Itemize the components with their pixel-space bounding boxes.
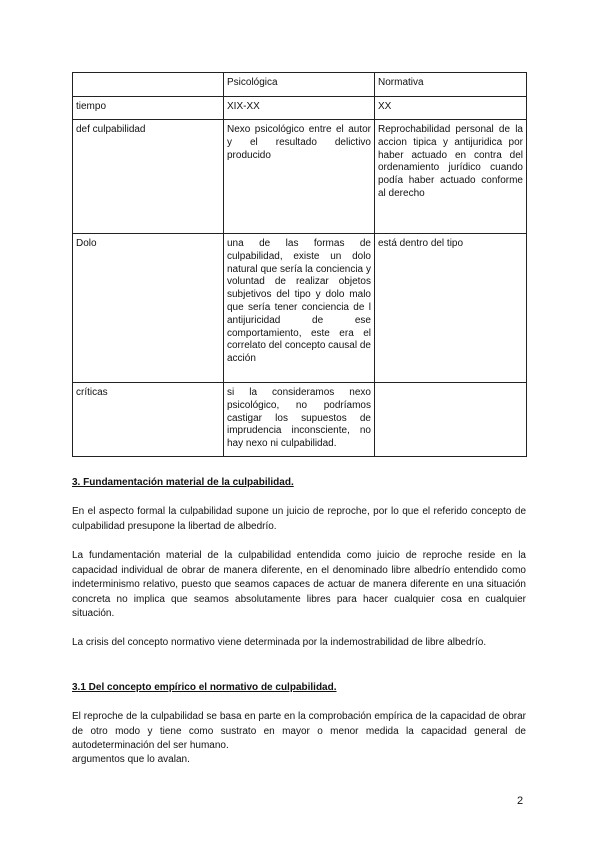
header-cell-psicologica: Psicológica — [224, 73, 375, 97]
comparison-table — [72, 72, 527, 457]
section-3-1-paragraph-1: El reproche de la culpabilidad se basa en parte en la comprobación empírica de la capacidad de obrar de otro modo y tiene como sustrato en mayor o menor medida la capacidad general de autodeterminación del ser humano. — [72, 711, 526, 751]
psicologica-cell: XIX-XX — [224, 97, 375, 120]
row-label: def culpabilidad — [73, 120, 224, 234]
psicologica-cell: una de las formas de culpabilidad, existe un dolo natural que sería la conciencia y voluntad de realizar objetos subjetivos del tipo y dolo malo que sería tener conciencia de l antijuricidad de ese comportamiento, este era el correlato del concepto causal de acción — [224, 234, 375, 383]
normativa-cell: XX — [375, 97, 527, 120]
row-label: críticas — [73, 383, 224, 457]
section-3-paragraph-3: La crisis del concepto normativo viene determinada por la indemostrabilidad de libre albedrío. — [72, 637, 487, 648]
normativa-cell — [375, 383, 527, 457]
table-row — [73, 120, 527, 234]
table-row — [73, 234, 527, 383]
row-label: tiempo — [73, 97, 224, 120]
table-row — [73, 97, 527, 120]
header-cell-empty — [73, 73, 224, 97]
row-label: Dolo — [73, 234, 224, 383]
header-cell-normativa: Normativa — [375, 73, 527, 97]
psicologica-cell: si la consideramos nexo psicológico, no podríamos castigar los supuestos de imprudencia inconsciente, no hay nexo ni culpabilidad. — [224, 383, 375, 457]
table-header-row — [73, 73, 527, 97]
page-number: 2 — [517, 795, 524, 807]
section-3-paragraph-2: La fundamentación material de la culpabilidad entendida como juicio de reproche reside en la capacidad individual de obrar de manera diferente, en el denominado libre albedrío entendido como indeterminismo relativo, puesto que seamos capaces de actuar de manera diferente en una situación concreta no implica que seamos absolutamente libres para hacer cualquier cosa en cualquier situación. — [72, 550, 526, 619]
section-3-heading: 3. Fundamentación material de la culpabilidad. — [72, 477, 294, 488]
table-row — [73, 383, 527, 457]
section-3-1-paragraph-2: argumentos que lo avalan. — [72, 754, 190, 765]
psicologica-cell: Nexo psicológico entre el autor y el resultado delictivo producido — [224, 120, 375, 234]
normativa-cell: está dentro del tipo — [375, 234, 527, 383]
section-3-1-heading: 3.1 Del concepto empírico el normativo de culpabilidad. — [72, 682, 337, 693]
normativa-cell: Reprochabilidad personal de la accion tipica y antijuridica por haber actuado en contra del ordenamiento jurídico cuando podía haber actuado conforme al derecho — [375, 120, 527, 234]
section-3-paragraph-1: En el aspecto formal la culpabilidad supone un juicio de reproche, por lo que el referido concepto de culpabilidad presupone la libertad de albedrío. — [72, 506, 526, 532]
